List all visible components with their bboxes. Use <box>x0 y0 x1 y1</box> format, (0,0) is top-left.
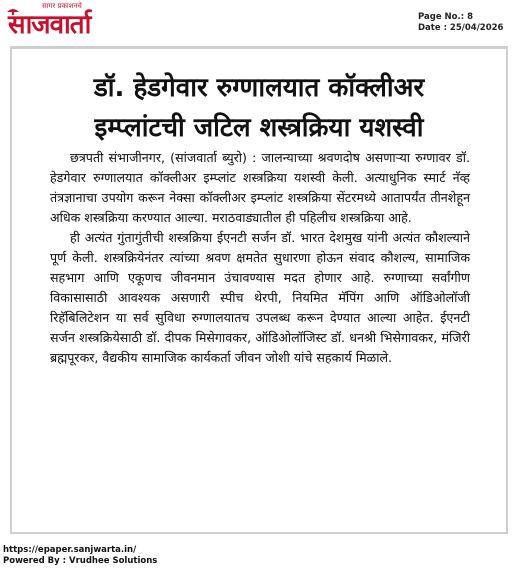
masthead-name: साजवार्ता <box>8 10 91 40</box>
masthead-logo[interactable] <box>4 2 124 42</box>
article-paragraph-1: छत्रपती संभाजीनगर, (सांजवार्ता ब्युरो) : जालन्याच्या श्रवणदोष असणाऱ्या रुग्णावर डॉ. हेडगेवार रुग्णालयात कॉक्लीअर इम्प्लांट शस्त्रक्रिया यशस्वी केली. अत्याधुनिक स्मार्ट नॅव्ह तंत्रज्ञानाचा उपयोग करून नेक्सा कॉक्लीअर इम्प्लांट शस्त्रक्रिया सेंटरमध्ये आतापर्यंत तीनशेहून अधिक शस्त्रक्रिया करण्यात आल्या. मराठवाड्यातील ही पहिलीच शस्त्रक्रिया आहे. <box>50 150 470 225</box>
article-body <box>50 148 470 368</box>
page-date: Date : 25/04/2026 <box>418 23 504 33</box>
footer-powered-by: Powered By : Vrudhee Solutions <box>3 556 158 566</box>
page-meta <box>418 12 503 34</box>
page-header <box>0 0 518 46</box>
article-paragraph-2: ही अत्यंत गुंतागुंतीची शस्त्रक्रिया ईएनटी सर्जन डॉ. भारत देशमुख यांनी अत्यंत कौशल्याने पूर्ण केली. शस्त्रक्रियेनंतर त्यांच्या श्रवण क्षमतेत सुधारणा होऊन संवाद कौशल्य, सामाजिक सहभाग आणि एकूणच जीवनमान उंचावण्यास मदत होणार आहे. रुग्णाच्या सर्वांगीण विकासासाठी आवश्यक असणारी स्पीच थेरपी, नियमित मॅपिंग आणि ऑडिओलॉजी रिहॅबिलिटेशन या सर्व सुविधा रुग्णालयातच उपलब्ध करून देण्यात आल्या आहेत. ईएनटी सर्जन शस्त्रक्रियेसाठी डॉ. दीपक मिसेगावकर, ऑडिओलॉजिस्ट डॉ. धनश्री भिसेगावकर, मंजिरी ब्रह्मपूरकर, वैद्यकीय सामाजिक कार्यकर्ता जीवन जोशी यांचे सहकार्य मिळाले. <box>50 230 470 365</box>
headline-line-1: डॉ. हेडगेवार रुग्णालयात कॉक्लीअर <box>93 73 425 103</box>
headline-line-2: इम्प्लांटची जटिल शस्त्रक्रिया यशस्वी <box>94 113 424 143</box>
footer-url-link[interactable]: https://epaper.sanjwarta.in/ <box>3 545 137 555</box>
page-number: Page No.: 8 <box>418 12 474 22</box>
article-headline <box>40 68 478 148</box>
page-footer <box>3 545 157 567</box>
masthead-tagline: सागर प्रकाशनचे <box>42 2 82 10</box>
